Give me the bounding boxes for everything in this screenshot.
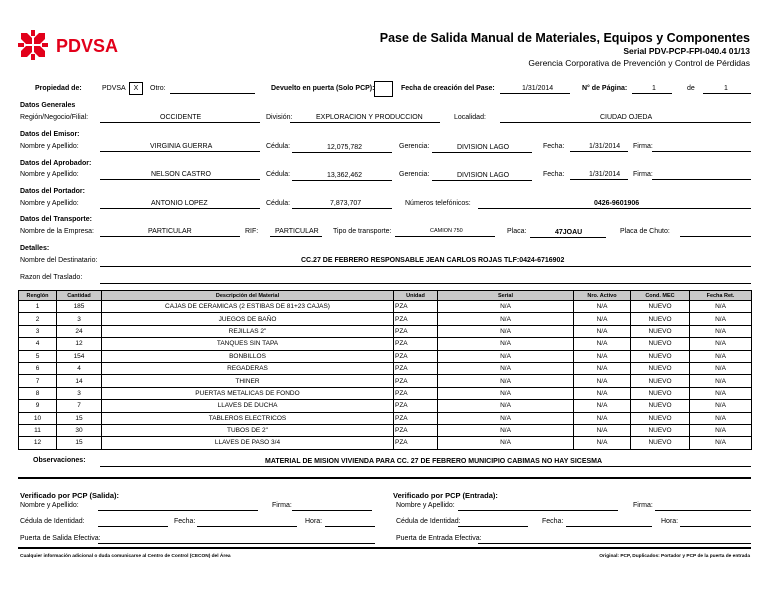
table-row (19, 338, 752, 350)
propiedad-check-mark: X (133, 85, 139, 92)
table-row (19, 325, 752, 337)
cell-descripcion: CAJAS DE CERAMICAS (2 ESTIBAS DE 81+23 CAJAS) (102, 301, 394, 313)
cell-cond-mec: NUEVO (631, 375, 690, 387)
transporte-empresa-label: Nombre de la Empresa: (20, 228, 94, 235)
cell-serial: N/A (438, 387, 574, 399)
observaciones-divider (18, 477, 751, 479)
cell-descripcion: THINER (102, 375, 394, 387)
transporte-empresa-value: PARTICULAR (148, 228, 192, 235)
cell-fecha-ret: N/A (690, 400, 752, 412)
cell-serial: N/A (438, 412, 574, 424)
entrada-fecha-label: Fecha: (542, 518, 564, 525)
region-line (100, 122, 260, 123)
cell-nro-activo: N/A (574, 338, 631, 350)
cell-unidad: PZA (394, 325, 438, 337)
destinatario-value: CC.27 DE FEBRERO RESPONSABLE JEAN CARLOS ROJAS TLF:0424-6716902 (301, 257, 565, 264)
cell-cantidad: 24 (57, 325, 102, 337)
transporte-placa-label: Placa: (507, 228, 527, 235)
emisor-firma-label: Firma: (633, 143, 653, 150)
cell-descripcion: LLAVES DE PASO 3/4 (102, 437, 394, 449)
cell-nro-activo: N/A (574, 362, 631, 374)
razon-label: Razon del Traslado: (20, 274, 83, 281)
entrada-firma-label: Firma: (633, 502, 653, 509)
cell-cond-mec: NUEVO (631, 301, 690, 313)
division-line (290, 122, 440, 123)
emisor-fecha-label: Fecha: (543, 143, 565, 150)
footer-note-right: Original: PCP, Duplicados: Portador y PCP de la puerta de entrada (599, 554, 750, 559)
salida-title: Verificado por PCP (Salida): (20, 491, 120, 500)
cell-fecha-ret: N/A (690, 350, 752, 362)
de-line (703, 93, 751, 94)
table-row (19, 301, 752, 313)
table-row (19, 437, 752, 449)
cell-descripcion: PUERTAS METALICAS DE FONDO (102, 387, 394, 399)
portador-nombre-label: Nombre y Apellido: (20, 200, 79, 207)
cell-renglon: 9 (19, 400, 57, 412)
localidad-value: CIUDAD OJEDA (600, 114, 653, 121)
footer-divider (18, 547, 751, 549)
cell-cond-mec: NUEVO (631, 313, 690, 325)
table-row (19, 313, 752, 325)
observaciones-line (100, 466, 751, 467)
cell-unidad: PZA (394, 350, 438, 362)
cell-cantidad: 12 (57, 338, 102, 350)
division-value: EXPLORACION Y PRODUCCION (316, 114, 423, 121)
de-value: 1 (724, 85, 728, 92)
destinatario-line (100, 266, 751, 267)
otro-label: Otro: (150, 85, 166, 92)
cell-renglon: 2 (19, 313, 57, 325)
entrada-cedula-field[interactable] (458, 526, 528, 527)
aprobador-cedula-label: Cédula: (266, 171, 291, 178)
portador-telefonos-value: 0426-9601906 (594, 200, 640, 207)
cell-cond-mec: NUEVO (631, 400, 690, 412)
section-transporte: Datos del Transporte: (20, 216, 92, 223)
table-row (19, 362, 752, 374)
division-label: División: (266, 114, 293, 121)
localidad-line (500, 122, 751, 123)
transporte-placa-value: 47JOAU (555, 229, 583, 236)
entrada-hora-field[interactable] (680, 526, 751, 527)
table-row (19, 387, 752, 399)
salida-puerta-field[interactable] (98, 543, 375, 544)
cell-cantidad: 15 (57, 412, 102, 424)
devuelto-checkbox[interactable] (374, 81, 393, 97)
brand-wordmark: PDVSA (56, 36, 119, 56)
portador-cedula-label: Cédula: (266, 200, 291, 207)
aprobador-firma-field[interactable] (652, 179, 751, 180)
entrada-hora-label: Hora: (661, 518, 679, 525)
cell-unidad: PZA (394, 362, 438, 374)
cell-serial: N/A (438, 362, 574, 374)
cell-unidad: PZA (394, 412, 438, 424)
entrada-nombre-label: Nombre y Apellido: (396, 502, 455, 509)
cell-cond-mec: NUEVO (631, 362, 690, 374)
cell-nro-activo: N/A (574, 387, 631, 399)
pagina-label: N° de Página: (582, 85, 628, 92)
cell-descripcion: REJILLAS 2" (102, 325, 394, 337)
cell-renglon: 5 (19, 350, 57, 362)
transporte-empresa-line (100, 236, 240, 237)
cell-renglon: 10 (19, 412, 57, 424)
col-header-unidad: Unidad (394, 291, 438, 301)
aprobador-gerencia-line (432, 180, 532, 181)
aprobador-nombre-label: Nombre y Apellido: (20, 171, 79, 178)
entrada-puerta-label: Puerta de Entrada Efectiva: (396, 535, 482, 542)
cell-renglon: 8 (19, 387, 57, 399)
aprobador-gerencia-label: Gerencia: (399, 171, 430, 178)
propiedad-value: PDVSA (102, 85, 126, 92)
otro-field[interactable] (170, 93, 255, 94)
cell-nro-activo: N/A (574, 350, 631, 362)
observaciones-value: MATERIAL DE MISION VIVIENDA PARA CC. 27 DE FEBRERO MUNICIPIO CABIMAS NO HAY SICESMA (265, 458, 603, 465)
cell-cond-mec: NUEVO (631, 424, 690, 436)
emisor-cedula-label: Cédula: (266, 143, 291, 150)
cell-cantidad: 4 (57, 362, 102, 374)
transporte-chuto-label: Placa de Chuto: (620, 228, 670, 235)
razon-field[interactable] (100, 283, 751, 284)
aprobador-fecha-label: Fecha: (543, 171, 565, 178)
aprobador-firma-label: Firma: (633, 171, 653, 178)
emisor-firma-field[interactable] (652, 151, 751, 152)
cell-cond-mec: NUEVO (631, 325, 690, 337)
cell-nro-activo: N/A (574, 412, 631, 424)
table-row (19, 375, 752, 387)
transporte-rif-value: PARTICULAR (275, 228, 319, 235)
de-label: de (687, 85, 695, 92)
entrada-firma-field[interactable] (655, 510, 751, 511)
transporte-rif-label: RIF: (245, 228, 259, 235)
cell-unidad: PZA (394, 424, 438, 436)
cell-cantidad: 3 (57, 387, 102, 399)
cell-descripcion: JUEGOS DE BAÑO (102, 313, 394, 325)
table-row (19, 400, 752, 412)
entrada-cedula-label: Cédula de Identidad: (396, 518, 461, 525)
transporte-tipo-value: CAMION 750 (430, 228, 463, 234)
salida-fecha-label: Fecha: (174, 518, 196, 525)
devuelto-label: Devuelto en puerta (Solo PCP): (271, 85, 375, 92)
salida-firma-field[interactable] (292, 510, 372, 511)
cell-cantidad: 185 (57, 301, 102, 313)
col-header-renglon: Renglón (19, 291, 57, 301)
destinatario-label: Nombre del Destinatario: (20, 257, 98, 264)
cell-fecha-ret: N/A (690, 325, 752, 337)
portador-cedula-value: 7,873,707 (330, 200, 362, 207)
form-title: Pase de Salida Manual de Materiales, Equipos y Componentes (379, 31, 750, 45)
cell-cond-mec: NUEVO (631, 437, 690, 449)
cell-cantidad: 154 (57, 350, 102, 362)
emisor-gerencia-value: DIVISION LAGO (457, 144, 510, 151)
pdvsa-logo (18, 30, 138, 60)
portador-nombre-value: ANTONIO LOPEZ (151, 200, 208, 207)
cell-unidad: PZA (394, 313, 438, 325)
table-row (19, 412, 752, 424)
cell-serial: N/A (438, 424, 574, 436)
salida-cedula-field[interactable] (98, 526, 168, 527)
aprobador-cedula-line (292, 180, 392, 181)
col-header-serial: Serial (438, 291, 574, 301)
cell-cantidad: 15 (57, 437, 102, 449)
cell-descripcion: TUBOS DE 2" (102, 424, 394, 436)
form-subtitle: Gerencia Corporativa de Prevención y Control de Pérdidas (528, 58, 750, 68)
col-header-descripcion: Descripción del Material (102, 291, 394, 301)
footer-note-left: Cualquier información adicional o duda comunicarse al Centro de Control (CECON) del Área (20, 554, 231, 559)
transporte-chuto-field[interactable] (680, 236, 751, 237)
emisor-fecha-line (570, 151, 628, 152)
cell-serial: N/A (438, 301, 574, 313)
salida-firma-label: Firma: (272, 502, 292, 509)
cell-serial: N/A (438, 313, 574, 325)
emisor-cedula-value: 12,075,782 (327, 144, 363, 151)
cell-serial: N/A (438, 400, 574, 412)
portador-telefonos-line (478, 208, 751, 209)
cell-cantidad: 7 (57, 400, 102, 412)
region-label: Región/Negocio/Filial: (20, 114, 89, 121)
cell-fecha-ret: N/A (690, 437, 752, 449)
section-detalles: Detalles: (20, 245, 50, 252)
cell-renglon: 1 (19, 301, 57, 313)
section-aprobador: Datos del Aprobador: (20, 160, 92, 167)
aprobador-fecha-value: 1/31/2014 (589, 171, 621, 178)
cell-fecha-ret: N/A (690, 338, 752, 350)
cell-serial: N/A (438, 375, 574, 387)
propiedad-checkbox[interactable] (129, 82, 143, 95)
emisor-nombre-label: Nombre y Apellido: (20, 143, 79, 150)
cell-fecha-ret: N/A (690, 375, 752, 387)
salida-cedula-label: Cédula de Identidad: (20, 518, 85, 525)
emisor-gerencia-line (432, 152, 532, 153)
cell-nro-activo: N/A (574, 325, 631, 337)
transporte-rif-line (270, 236, 322, 237)
emisor-gerencia-label: Gerencia: (399, 143, 430, 150)
col-header-cond-mec: Cond. MEC (631, 291, 690, 301)
propiedad-label: Propiedad de: (35, 85, 82, 92)
cell-descripcion: TABLEROS ELECTRICOS (102, 412, 394, 424)
cell-unidad: PZA (394, 301, 438, 313)
cell-serial: N/A (438, 325, 574, 337)
fecha-creacion-label: Fecha de creación del Pase: (401, 85, 495, 92)
salida-puerta-label: Puerta de Salida Efectiva: (20, 535, 101, 542)
transporte-tipo-label: Tipo de transporte: (333, 228, 392, 235)
cell-renglon: 11 (19, 424, 57, 436)
portador-telefonos-label: Números telefónicos: (405, 200, 471, 207)
transporte-placa-line (530, 237, 606, 238)
portador-cedula-line (292, 208, 392, 209)
entrada-nombre-field[interactable] (458, 510, 618, 511)
aprobador-nombre-value: NELSON CASTRO (151, 171, 211, 178)
table-row (19, 424, 752, 436)
salida-nombre-label: Nombre y Apellido: (20, 502, 79, 509)
cell-descripcion: LLAVES DE DUCHA (102, 400, 394, 412)
cell-cantidad: 30 (57, 424, 102, 436)
aprobador-nombre-line (100, 179, 260, 180)
salida-hora-label: Hora: (305, 518, 323, 525)
region-value: OCCIDENTE (160, 114, 202, 121)
materials-table (18, 290, 752, 450)
cell-cond-mec: NUEVO (631, 338, 690, 350)
section-portador: Datos del Portador: (20, 188, 85, 195)
cell-renglon: 7 (19, 375, 57, 387)
cell-serial: N/A (438, 437, 574, 449)
salida-nombre-field[interactable] (98, 510, 258, 511)
cell-unidad: PZA (394, 400, 438, 412)
cell-unidad: PZA (394, 387, 438, 399)
section-emisor: Datos del Emisor: (20, 131, 80, 138)
pdvsa-sun-icon (18, 30, 48, 60)
entrada-fecha-field[interactable] (566, 526, 652, 527)
entrada-title: Verificado por PCP (Entrada): (393, 491, 498, 500)
cell-cond-mec: NUEVO (631, 350, 690, 362)
pagina-value: 1 (652, 85, 656, 92)
cell-nro-activo: N/A (574, 424, 631, 436)
table-row (19, 350, 752, 362)
cell-unidad: PZA (394, 437, 438, 449)
cell-serial: N/A (438, 350, 574, 362)
cell-fecha-ret: N/A (690, 362, 752, 374)
cell-descripcion: TANQUES SIN TAPA (102, 338, 394, 350)
cell-fecha-ret: N/A (690, 424, 752, 436)
cell-serial: N/A (438, 338, 574, 350)
cell-unidad: PZA (394, 375, 438, 387)
transporte-tipo-line (395, 236, 495, 237)
cell-fecha-ret: N/A (690, 387, 752, 399)
col-header-cantidad: Cantidad (57, 291, 102, 301)
cell-fecha-ret: N/A (690, 313, 752, 325)
cell-cond-mec: NUEVO (631, 412, 690, 424)
col-header-nro-activo: Nro. Activo (574, 291, 631, 301)
cell-cantidad: 14 (57, 375, 102, 387)
salida-fecha-field[interactable] (197, 526, 297, 527)
cell-fecha-ret: N/A (690, 301, 752, 313)
fecha-creacion-line (500, 93, 570, 94)
cell-renglon: 4 (19, 338, 57, 350)
aprobador-gerencia-value: DIVISION LAGO (457, 172, 510, 179)
cell-descripcion: REGADERAS (102, 362, 394, 374)
cell-cond-mec: NUEVO (631, 387, 690, 399)
cell-nro-activo: N/A (574, 375, 631, 387)
cell-descripcion: BONBILLOS (102, 350, 394, 362)
cell-unidad: PZA (394, 338, 438, 350)
aprobador-cedula-value: 13,362,462 (327, 172, 363, 179)
fecha-creacion-value: 1/31/2014 (522, 85, 554, 92)
cell-nro-activo: N/A (574, 437, 631, 449)
col-header-fecha-ret: Fecha Ret. (690, 291, 752, 301)
cell-renglon: 3 (19, 325, 57, 337)
cell-fecha-ret: N/A (690, 412, 752, 424)
emisor-nombre-value: VIRGINIA GUERRA (150, 143, 213, 150)
section-generales: Datos Generales (20, 102, 76, 109)
emisor-fecha-value: 1/31/2014 (589, 143, 621, 150)
pagina-line (632, 93, 672, 94)
cell-nro-activo: N/A (574, 301, 631, 313)
entrada-puerta-field[interactable] (478, 543, 751, 544)
salida-hora-field[interactable] (325, 526, 375, 527)
cell-renglon: 12 (19, 437, 57, 449)
aprobador-fecha-line (570, 179, 628, 180)
emisor-nombre-line (100, 151, 260, 152)
form-serial: Serial PDV-PCP-FPI-040.4 01/13 (623, 46, 750, 56)
table-header-row (19, 291, 752, 301)
cell-renglon: 6 (19, 362, 57, 374)
emisor-cedula-line (292, 152, 392, 153)
portador-nombre-line (100, 208, 260, 209)
observaciones-label: Observaciones: (33, 457, 86, 464)
localidad-label: Localidad: (454, 114, 486, 121)
cell-nro-activo: N/A (574, 400, 631, 412)
cell-nro-activo: N/A (574, 313, 631, 325)
cell-cantidad: 3 (57, 313, 102, 325)
